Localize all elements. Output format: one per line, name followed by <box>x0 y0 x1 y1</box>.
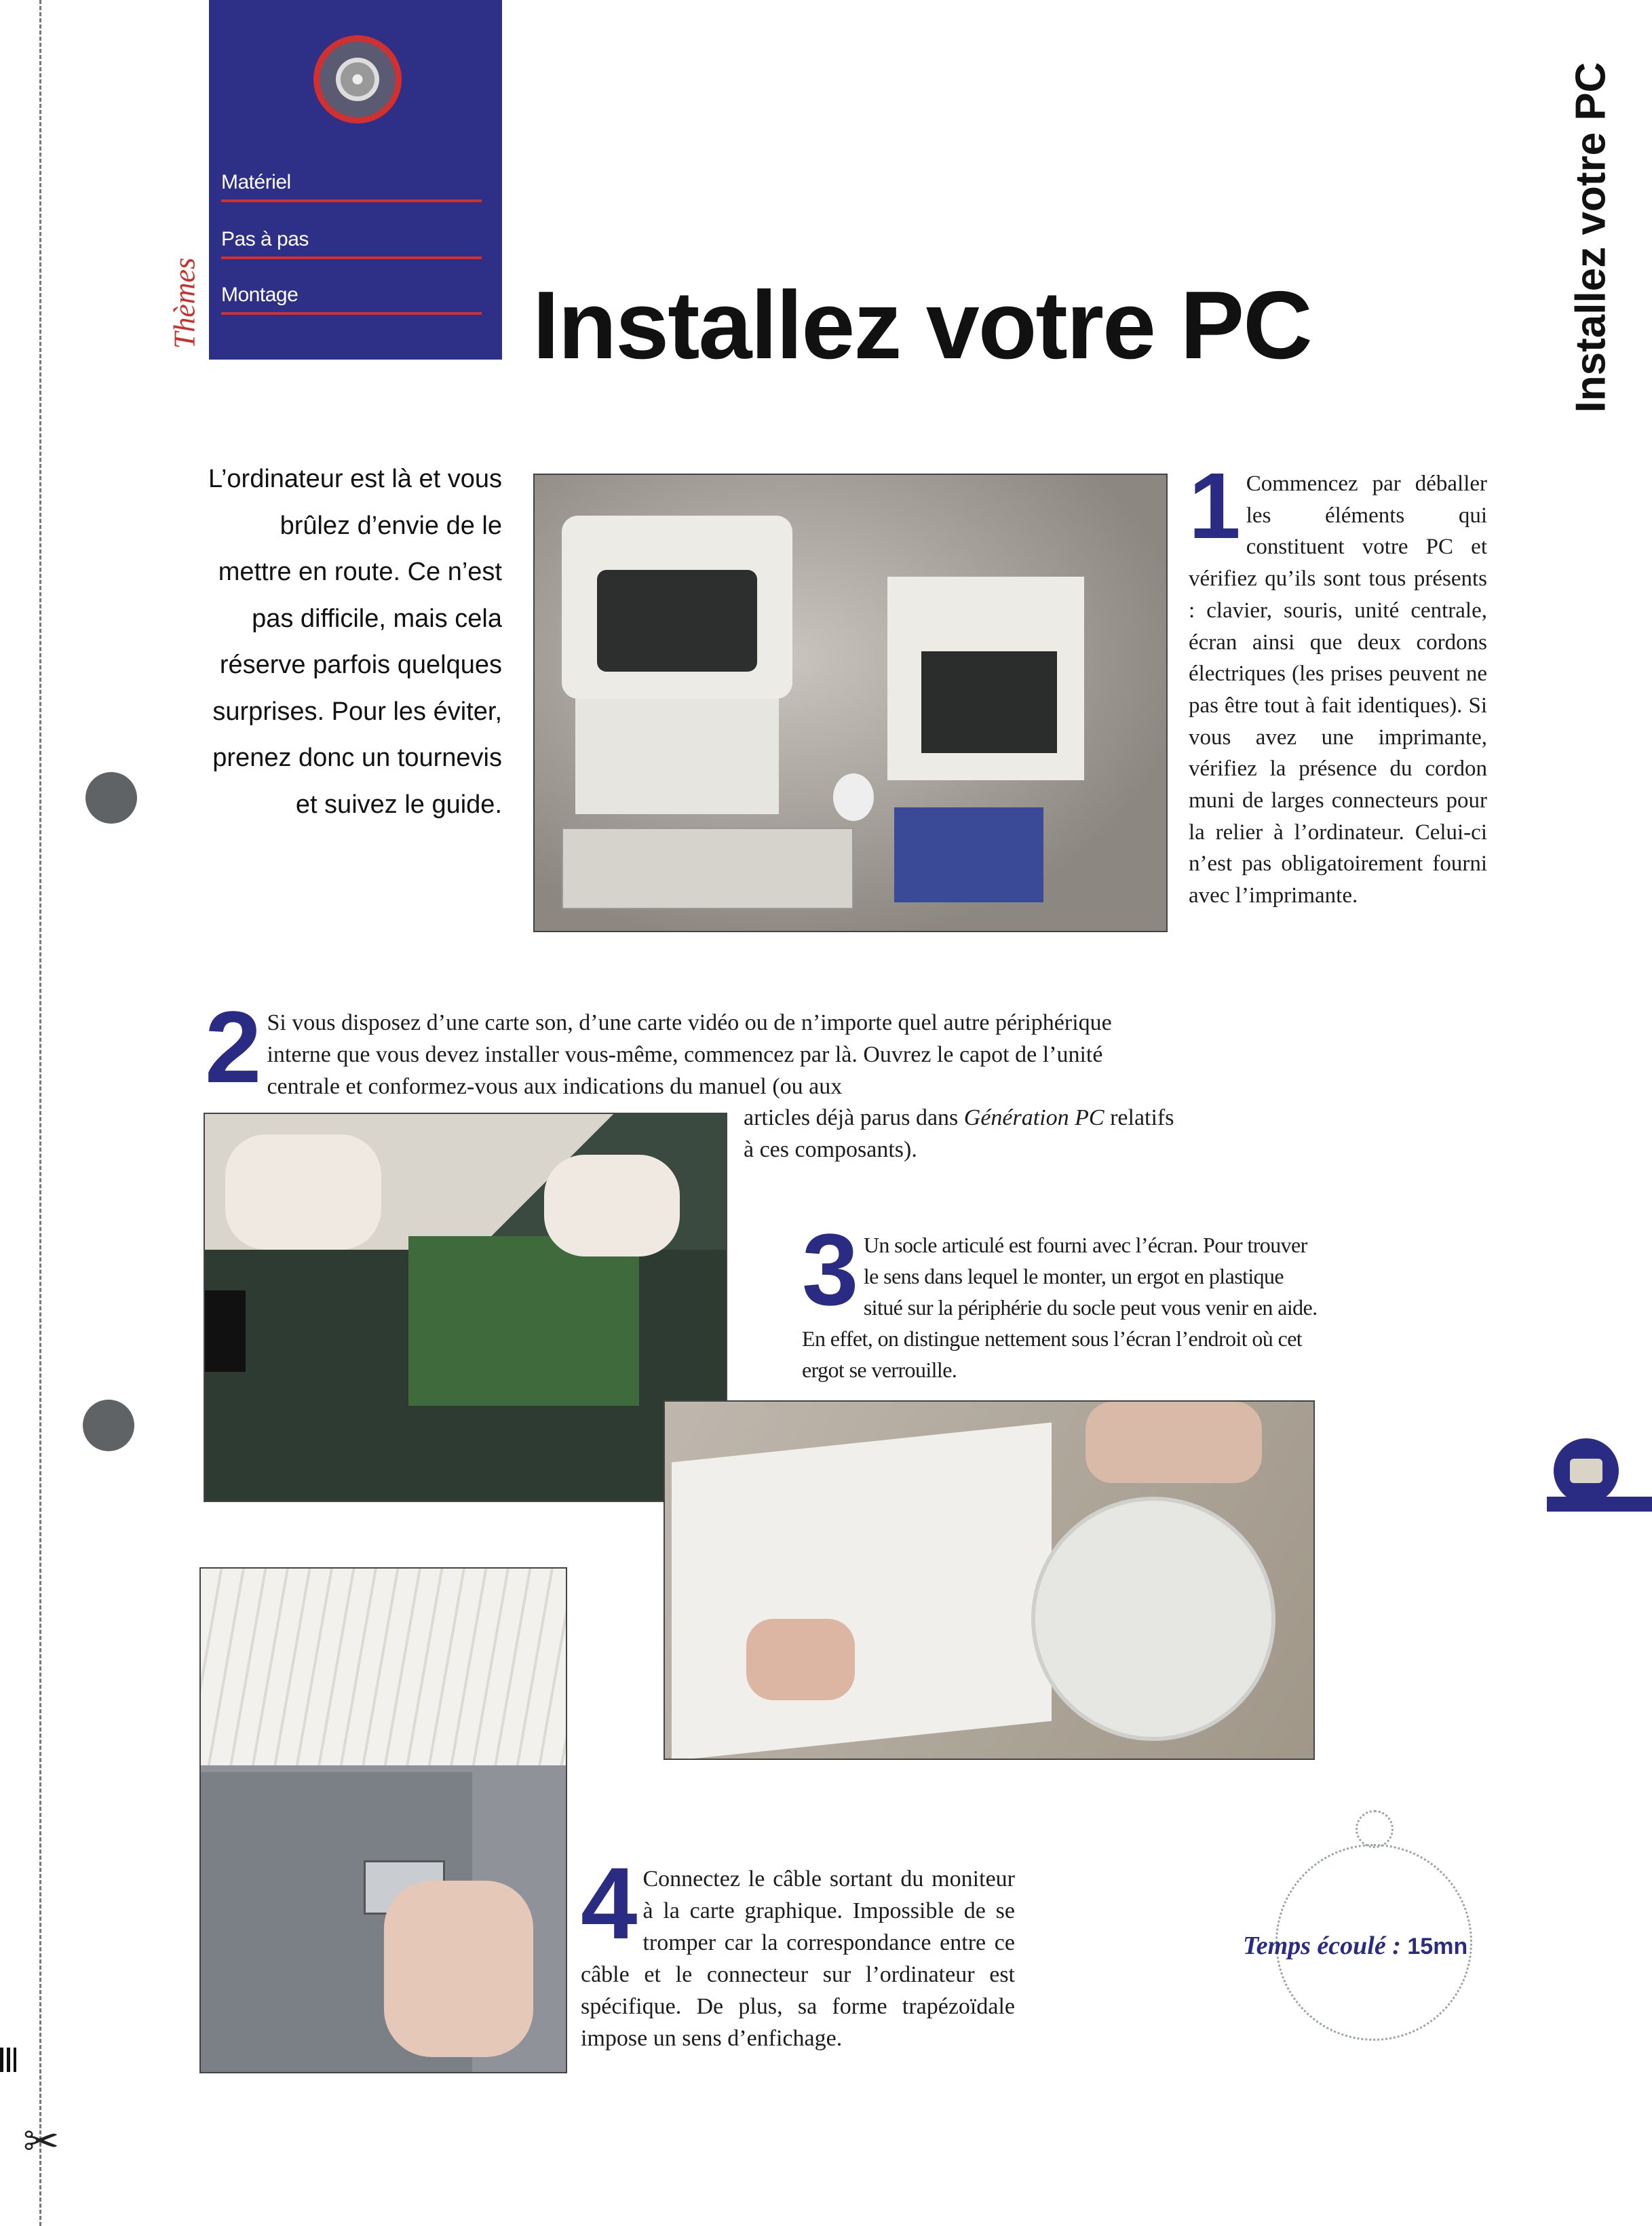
step-number: 3 <box>802 1212 858 1326</box>
camera-icon <box>1554 1438 1619 1503</box>
step-number: 1 <box>1189 454 1241 558</box>
themes-label-text: Thèmes <box>168 257 201 349</box>
stopwatch-icon <box>1275 1810 1472 2034</box>
edge-marks <box>0 2048 16 2072</box>
step-number: 4 <box>581 1846 638 1960</box>
scissors-icon: ✂ <box>23 2117 60 2167</box>
step-text: Connectez le câble sortant du moniteur à la carte graphique. Impossible de se tromper car la correspondance entre ce câble et le connecteur sur l’ordinateur est spécifique. De plus, sa forme trapézoïdale impose un sens d’enfichage. <box>581 1866 1015 2051</box>
step-text: Un socle articulé est fourni avec l’écran. Pour trouver le sens dans lequel le monter, un ergot en plastique situé sur la périphérie du socle peut vous venir en aide. En effet, on distingue nettement sous l’écran l’endroit où cet ergot se verrouille. <box>802 1233 1318 1382</box>
elapsed-time <box>1243 1931 1467 1961</box>
step-4 <box>581 1846 1015 2054</box>
theme-materiel: Matériel <box>221 171 482 202</box>
step-2 <box>205 990 1160 1104</box>
hard-disk-icon <box>313 35 402 123</box>
step-1 <box>1189 454 1487 912</box>
step-text: Si vous disposez d’une carte son, d’une carte vidéo ou de n’importe quel autre périphérique interne que vous devez installer vous-même, commencez par là. Ouvrez le capot de l’unité centrale et conformez-vous aux indications du manuel (ou aux <box>267 1010 1112 1099</box>
magazine-name: Génération PC <box>963 1105 1104 1130</box>
theme-pas-a-pas: Pas à pas <box>221 228 482 259</box>
photo-monitor-base <box>664 1400 1315 1760</box>
elapsed-time-label: Temps écoulé : <box>1243 1932 1408 1960</box>
photo-vga-connector <box>199 1567 567 2073</box>
elapsed-time-value: 15mn <box>1407 1934 1468 1959</box>
step-text: relatifs à ces composants). <box>744 1105 1174 1162</box>
photo-expansion-card <box>204 1113 727 1502</box>
photo-unboxed-pc <box>533 474 1168 932</box>
side-title <box>1554 54 1628 421</box>
step-3 <box>802 1212 1318 1385</box>
cut-line <box>39 0 41 2226</box>
side-title-text: Installez votre PC <box>1567 62 1615 413</box>
punch-hole <box>85 772 137 824</box>
themes-label <box>164 246 205 361</box>
punch-hole <box>83 1400 134 1451</box>
theme-montage: Montage <box>221 284 482 315</box>
intro-text: L’ordinateur est là et vous brûlez d’envie de le mettre en route. Ce n’est pas difficile, mais cela réserve parfois quelques surprises. Pour les éviter, prenez donc un tournevis et suivez le guide. <box>208 465 502 819</box>
step-text: Commencez par déballer les éléments qui constituent votre PC et vérifiez qu’ils sont tous présents : clavier, souris, unité centrale, écran ainsi que deux cordons électriques (les prises peuvent ne pas être tout à fait identiques). Si vous avez une imprimante, vérifiez la présence du cordon muni de larges connecteurs pour la relier à l’ordinateur. Celui-ci n’est pas obligatoirement fourni avec l’imprimante. <box>1189 472 1487 908</box>
step-text: articles déjà parus dans <box>744 1105 964 1130</box>
page-title: Installez votre PC <box>533 271 1311 379</box>
step-2-continued <box>744 1102 1178 1166</box>
step-number: 2 <box>205 990 262 1104</box>
